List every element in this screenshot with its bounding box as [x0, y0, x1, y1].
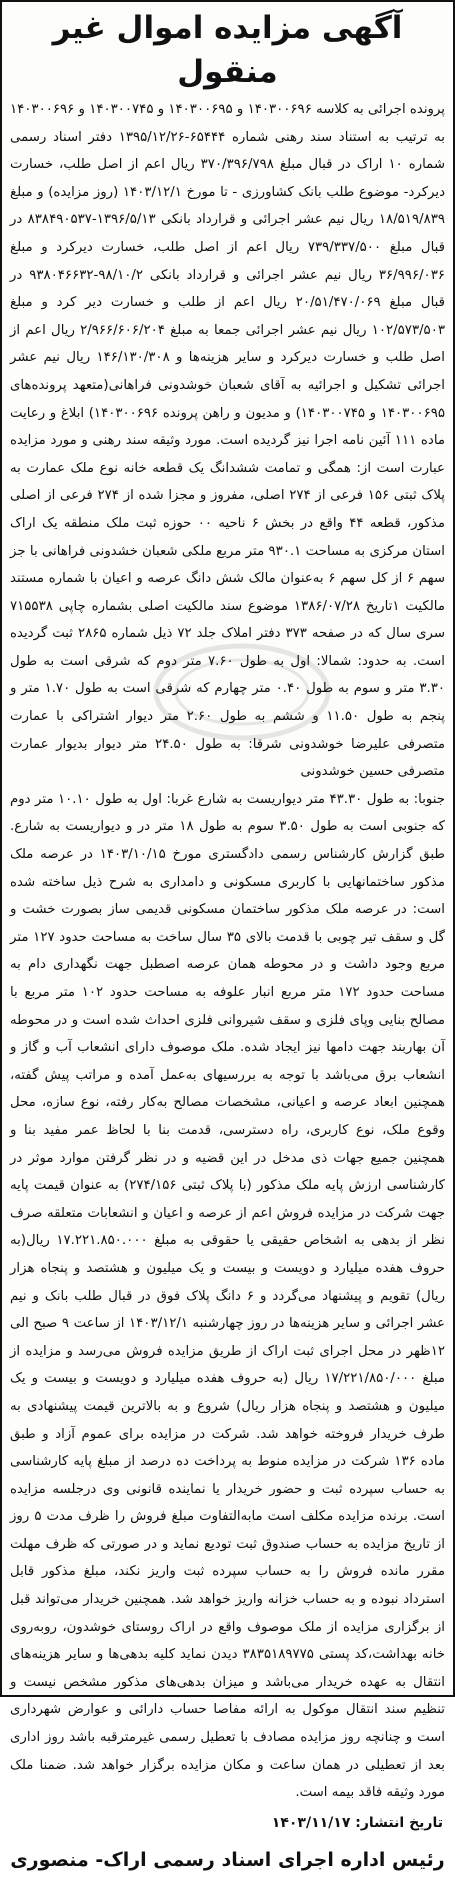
notice-body [10, 96, 445, 1807]
signature-line: رئیس اداره اجرای اسناد رسمی اراک- منصوری [10, 1848, 445, 1871]
publish-date: تاریخ انتشار: ۱۴۰۳/۱۱/۱۷ [271, 1814, 443, 1831]
notice-title: آگهی مزایده اموال غیر منقول [52, 10, 403, 90]
notice-paragraph: پرونده اجرائی به کلاسه ۱۴۰۳۰۰۶۹۶ و ۱۴۰۳۰۰۶۹۵ و ۱۴۰۳۰۰۷۴۵ و ۱۴۰۳۰۰۶۹۶ به ترتیب به استناد سند رهنی شماره ۶۵۴۴۴-۱۳۹۵/۱۲/۲۶ دفتر اسناد رسمی شماره ۱۰ اراک در قبال مبلغ ۳۷۰/۳۹۶/۷۹۸ ریال اعم از اصل طلب، خسارت دیرکرد- موضوع طلب بانک کشاورزی - تا مورخ ۱۴۰۳/۱۲/۱ (روز مزایده) و مبلغ ۱۸/۵۱۹/۸۳۹ ریال نیم عشر اجرائی و قرارداد بانکی ۱۳۹۶/۵/۱۳-۸۳۸۴۹۰۵۳۷ در قبال مبلغ ۷۳۹/۳۳۷/۵۰۰ ریال اعم از اصل طلب، خسارت دیرکرد و مبلغ ۳۶/۹۹۶/۰۳۶ ریال نیم عشر اجرائی و قرارداد بانکی ۹۸/۱۰/۲-۹۳۸۰۴۶۶۳۲ در قبال مبلغ ۲۰/۵۱/۴۷۰/۰۶۹ ریال اعم از طلب و خسارت دیر کرد و مبلغ ۱۰۲/۵۷۳/۵۰۳ ریال نیم عشر اجرائی جمعا به مبلغ ۲/۹۶۶/۶۰۶/۲۰۴ ریال اعم از اصل طلب و خسارت دیرکرد و سایر هزینه‌ها و ۱۴۶/۱۳۰/۳۰۸ ریال نیم عشر اجرائی تشکیل و اجرائیه به آقای شعبان خوشدونی فراهانی(متعهد پرونده‌های ۱۴۰۳۰۰۶۹۵ و ۱۴۰۳۰۰۷۴۵) و مدیون و راهن پرونده ۱۴۰۳۰۰۶۹۶) ابلاغ و رعایت ماده ۱۱۱ آئین نامه اجرا نیز گردیده است. مورد وثیقه سند رهنی و مورد مزایده عبارت است از: همگی و تمامت ششدانگ یک قطعه خانه نوع ملک عمارت به پلاک ثبتی ۱۵۶ فرعی از ۲۷۴ اصلی، مفروز و مجزا شده از ۲۷۴ فرعی از اصلی مذکور، قطعه ۴۴ واقع در بخش ۶ ناحیه ۰۰ حوزه ثبت ملک منطقه یک اراک استان مرکزی به مساحت ۹۳۰.۱ متر مربع ملکی شعبان خشدونی فراهانی با جز سهم ۶ از کل سهم ۶ به‌عنوان مالک شش دانگ عرصه و اعیان با شماره مستند مالکیت ۱تاریخ ۱۳۸۶/۰۷/۲۸ موضوع سند مالکیت اصلی بشماره چاپی ۷۱۵۵۳۸ سری سال که در صفحه ۳۷۳ دفتر املاک جلد ۷۲ ذیل شماره ۲۸۶۵ ثبت گردیده است. به حدود: شمالا: اول به طول ۷.۶۰ متر دوم که شرقی است به طول ۳.۳۰ متر و سوم به طول ۰.۴۰ متر چهارم که شرقی است به طول ۱.۷۰ متر و پنجم به طول ۱۱.۵۰ و ششم به طول ۲.۶۰ متر دیوار اشتراکی با عمارت متصرفی علیرضا خوشدونی شرقا: به طول ۲۴.۵۰ متر دیوار بدیوار عمارت متصرفی حسین خوشدونی [10, 102, 446, 780]
notice-paragraph: جنوبا: به طول ۴۳.۳۰ متر دیواریست به شارع غربا: اول به طول ۱۰.۱۰ متر دوم که جنوبی است به طول ۳.۵۰ سوم به طول ۱۸ متر در و دیواریست به شارع. طبق گزارش کارشناس رسمی دادگستری مورخ ۱۴۰۳/۱۰/۱۵ در عرصه ملک مذکور ساختمانهایی با کاربری مسکونی و دامداری به شرح ذیل ساخته شده است: در عرصه ملک مذکور ساختمان مسکونی قدیمی ساز بصورت خشت و گل و سقف تیر چوبی با قدمت بالای ۳۵ سال ساخت به مساحت حدود ۱۲۷ متر مربع وجود داشت و در محوطه همان عرصه اصطبل جهت نگهداری دام به مساحت حدود ۱۷۲ متر مربع انبار علوفه به مساحت حدود ۱۰۲ متر مربع با مصالح بنایی وپای فلزی و سقف شیروانی فلزی احداث شده است و در محوطه آن بهاربند جهت دامها نیز ایجاد شده. ملک موصوف دارای انشعاب آب و گاز و انشعاب برق می‌باشد با توجه به بررسیهای به‌عمل آمده و مراتب پیش گفته، همچنین ابعاد عرصه و اعیانی، مشخصات مصالح به‌کار رفته، نوع سازه، محل وقوع ملک، نوع کاربری، راه دسترسی، قدمت بنا با لحاظ عمر مفید بنا و همچنین جمیع جهات ذی مدخل در این قضیه و در نظر گرفتن موارد موثر در کارشناسی ارزش پایه ملک مذکور (با پلاک ثبتی ۲۷۴/۱۵۶) به عنوان قیمت پایه جهت شرکت در مزایده فروش اعم از عرصه و اعیان و انشعابات متعلقه صرف نظر از بدهی به اشخاص حقیقی یا حقوقی به مبلغ ۱۷.۲۲۱.۸۵۰.۰۰۰ ریال(به حروف هفده میلیارد و دویست و بیست و یک میلیون و هشتصد و پنجاه هزار ریال) تقویم و پیشنهاد می‌گردد و ۶ دانگ پلاک فوق در قبال طلب بانک و نیم عشر اجرائی و سایر هزینه‌ها در روز چهارشنبه ۱۴۰۳/۱۲/۱ از ساعت ۹ صبح الی ۱۲ظهر در محل اجرای ثبت اراک از طریق مزایده فروش می‌رسد و مزایده از مبلغ ۱۷/۲۲۱/۸۵۰/۰۰۰ ریال (به حروف هفده میلیارد و دویست و بیست و یک میلیون و هشتصد و پنجاه هزار ریال) شروع و به بالاترین قیمت پیشنهادی به طرف خریدار فروخته خواهد شد. شرکت در مزایده برای عموم آزاد و طبق ماده ۱۳۶ شرکت در مزایده منوط به پرداخت ده درصد از مبلغ پایه کارشناسی به حساب سپرده ثبت و حضور خریدار یا نماینده قانونی وی درجلسه مزایده است. برنده مزایده مکلف است مابه‌التفاوت مبلغ فروش را ظرف مدت ۵ روز از تاریخ مزایده به حساب صندوق ثبت تودیع نماید و در صورتی که ظرف مهلت مقرر مانده فروش را به حساب سپرده ثبت واریز نکند، مبلغ مذکور قابل استرداد نبوده و به حساب خزانه واریز خواهد شد. همچنین خریدار می‌تواند قبل از برگزاری مزایده از ملک موصوف واقع در اراک روستای خوشدون، روبه‌روی خانه بهداشت،کد پستی ۳۸۳۵۱۸۹۷۷۵ دیدن نماید کلیه بدهی‌ها و سایر هزینه‌های انتقال به عهده خریدار می‌باشد و میزان بدهی‌های مذکور مشخص نیست و تنظیم سند انتقال موکول به ارائه مفاصا حساب دارائی و عوارض شهرداری است و چنانچه روز مزایده مصادف با تعطیل رسمی غیرمترقبه باشد روز اداری بعد از تعطیلی در همان ساعت و مکان مزایده برگزار خواهد شد. ضمنا ملک مورد وثیقه فاقد بیمه است. [10, 791, 446, 1801]
